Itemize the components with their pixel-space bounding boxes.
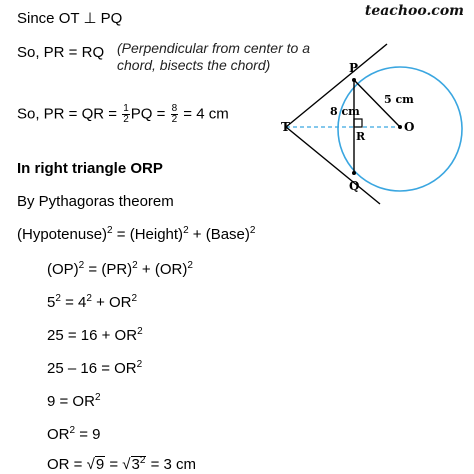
radicand: $3^2$ [131, 455, 146, 473]
fraction-numerator: 8 [171, 103, 178, 114]
step-op-pr-or: (OP)$^2$ = (PR)$^2$ + (OR)$^2$ [47, 260, 193, 278]
label-t: T [281, 120, 290, 134]
fraction-denominator: 2 [171, 114, 178, 125]
label-o: O [404, 120, 415, 134]
sqrt-icon: √ [122, 456, 131, 473]
pr-qr-suffix: = 4 cm [179, 105, 229, 123]
label-r: R [356, 130, 366, 143]
pr-qr-mid: PQ = [130, 105, 170, 123]
fraction-denominator: 2 [123, 114, 129, 125]
point-p [352, 78, 356, 82]
reason-note: (Perpendicular from center to a chord, bisects the chord) [117, 40, 310, 73]
statement-ot-perp-pq: Since OT ⊥ PQ [17, 10, 123, 27]
or-prefix: OR = [47, 456, 87, 473]
step-9-or2: $9 = OR^2$ [47, 392, 101, 410]
pr-qr-prefix: So, PR = QR = [17, 105, 122, 123]
step-squares: $5^2 = 4^2 + OR^2$ [47, 293, 138, 311]
step-or2-9: $OR^2 = 9$ [47, 425, 101, 443]
fraction-numerator: 1 [123, 103, 129, 114]
pythagoras-statement: By Pythagoras theorem [17, 193, 174, 210]
radicand: 9 [95, 456, 105, 473]
label-p: P [349, 61, 359, 75]
label-5cm: 5 cm [384, 93, 414, 106]
point-q [352, 171, 356, 175]
sqrt-icon: √ [86, 456, 95, 473]
statement-pr-eq-rq: So, PR = RQ [17, 44, 105, 61]
step-25-16: $25 = 16 + OR^2$ [47, 326, 143, 344]
point-o [398, 125, 402, 129]
section-heading: In right triangle ORP [17, 160, 163, 177]
teachoo-logo: teachoo.com [364, 3, 464, 19]
label-8cm: 8 cm [330, 105, 360, 118]
or-mid: = [105, 456, 123, 473]
step-subtract: $25 - 16 = OR^2$ [47, 359, 143, 377]
tangent-tq [286, 127, 380, 204]
label-q: Q [349, 179, 360, 193]
or-suffix: = 3 cm [146, 456, 197, 473]
pythagoras-formula: (Hypotenuse)$^2$ = (Height)$^2$ + (Base)$^2$ [17, 225, 256, 243]
right-angle-mark [354, 119, 362, 127]
